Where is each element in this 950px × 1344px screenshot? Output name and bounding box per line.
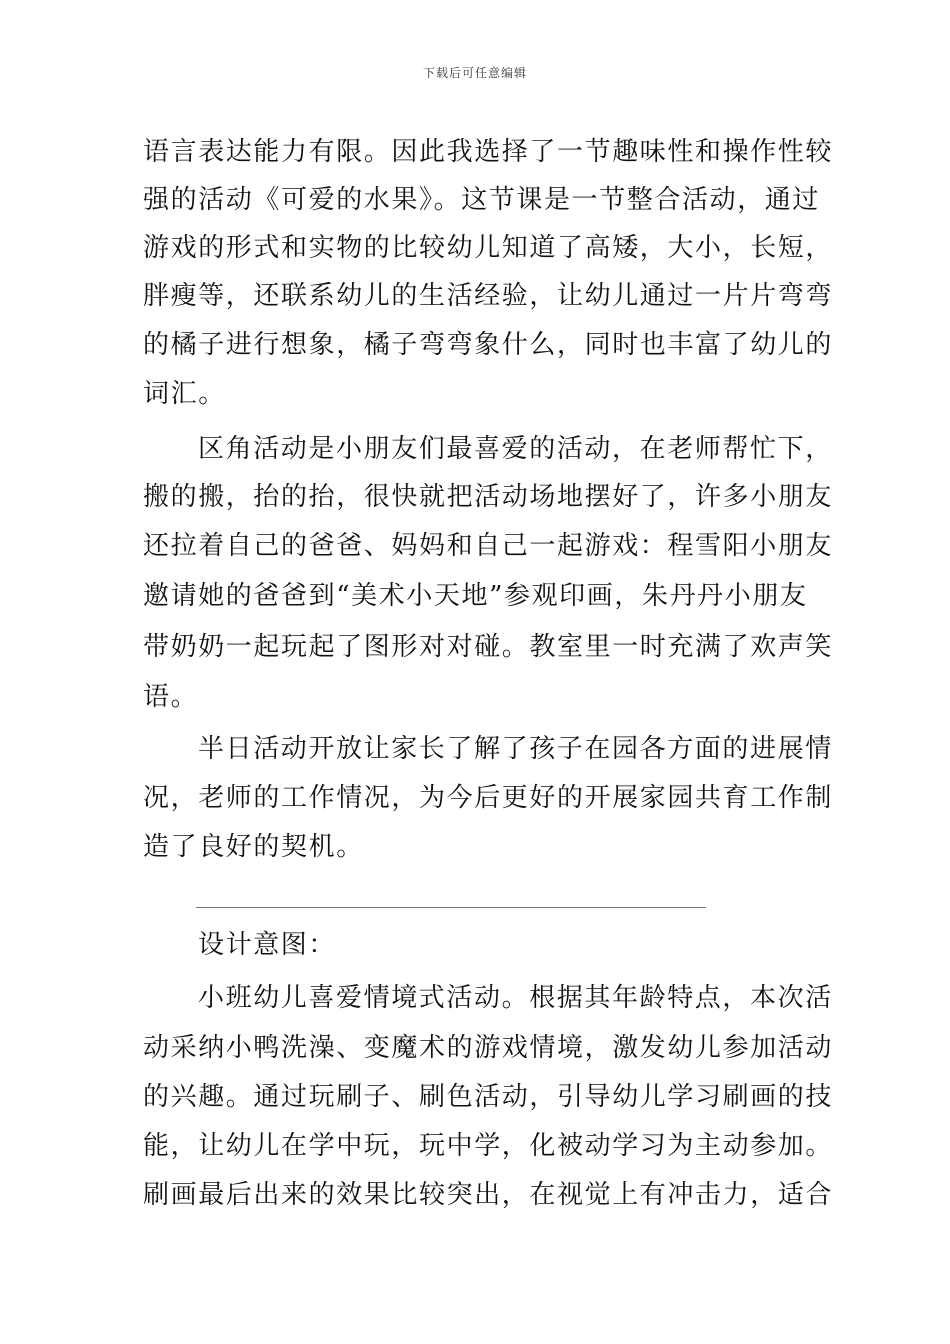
text-line: 语。	[143, 682, 199, 712]
section-divider	[196, 907, 706, 908]
text-line: 词汇。	[143, 379, 226, 409]
paragraph-start-line: 半日活动开放让家长了解了孩子在园各方面的进展情	[198, 734, 833, 764]
section-heading: 设计意图：	[198, 930, 337, 960]
text-line: 搬的搬，抬的抬，很快就把活动场地摆好了，许多小朋友	[143, 482, 834, 512]
text-line: 邀请她的爸爸到“美术小天地”参观印画，朱丹丹小朋友	[143, 581, 808, 611]
page-header: 下载后可任意编辑	[422, 66, 527, 80]
text-line: 动采纳小鸭洗澡、变魔术的游戏情境，激发幼儿参加活动	[143, 1033, 834, 1063]
text-line: 游戏的形式和实物的比较幼儿知道了高矮，大小，长短，	[143, 233, 834, 263]
text-line: 强的活动《可爱的水果》。这节课是一节整合活动，通过	[143, 185, 821, 215]
text-line: 带奶奶一起玩起了图形对对碰。教室里一时充满了欢声笑	[143, 632, 834, 662]
text-line: 语言表达能力有限。因此我选择了一节趣味性和操作性较	[143, 137, 834, 167]
paragraph-start-line: 区角活动是小朋友们最喜爱的活动，在老师帮忙下，	[198, 434, 833, 464]
text-line: 的橘子进行想象，橘子弯弯象什么，同时也丰富了幼儿的	[143, 330, 834, 360]
text-line: 况，老师的工作情况，为今后更好的开展家园共育工作制	[143, 783, 834, 813]
text-line: 能，让幼儿在学中玩，玩中学，化被动学习为主动参加。	[143, 1131, 834, 1161]
text-line: 刷画最后出来的效果比较突出，在视觉上有冲击力，适合	[143, 1180, 834, 1210]
text-line: 造了良好的契机。	[143, 832, 364, 862]
text-line: 还拉着自己的爸爸、妈妈和自己一起游戏：程雪阳小朋友	[143, 531, 834, 561]
text-line: 的兴趣。通过玩刷子、刷色活动，引导幼儿学习刷画的技	[143, 1082, 834, 1112]
paragraph-start-line: 小班幼儿喜爱情境式活动。根据其年龄特点，本次活	[198, 983, 833, 1013]
text-line: 胖瘦等，还联系幼儿的生活经验，让幼儿通过一片片弯弯	[143, 281, 834, 311]
